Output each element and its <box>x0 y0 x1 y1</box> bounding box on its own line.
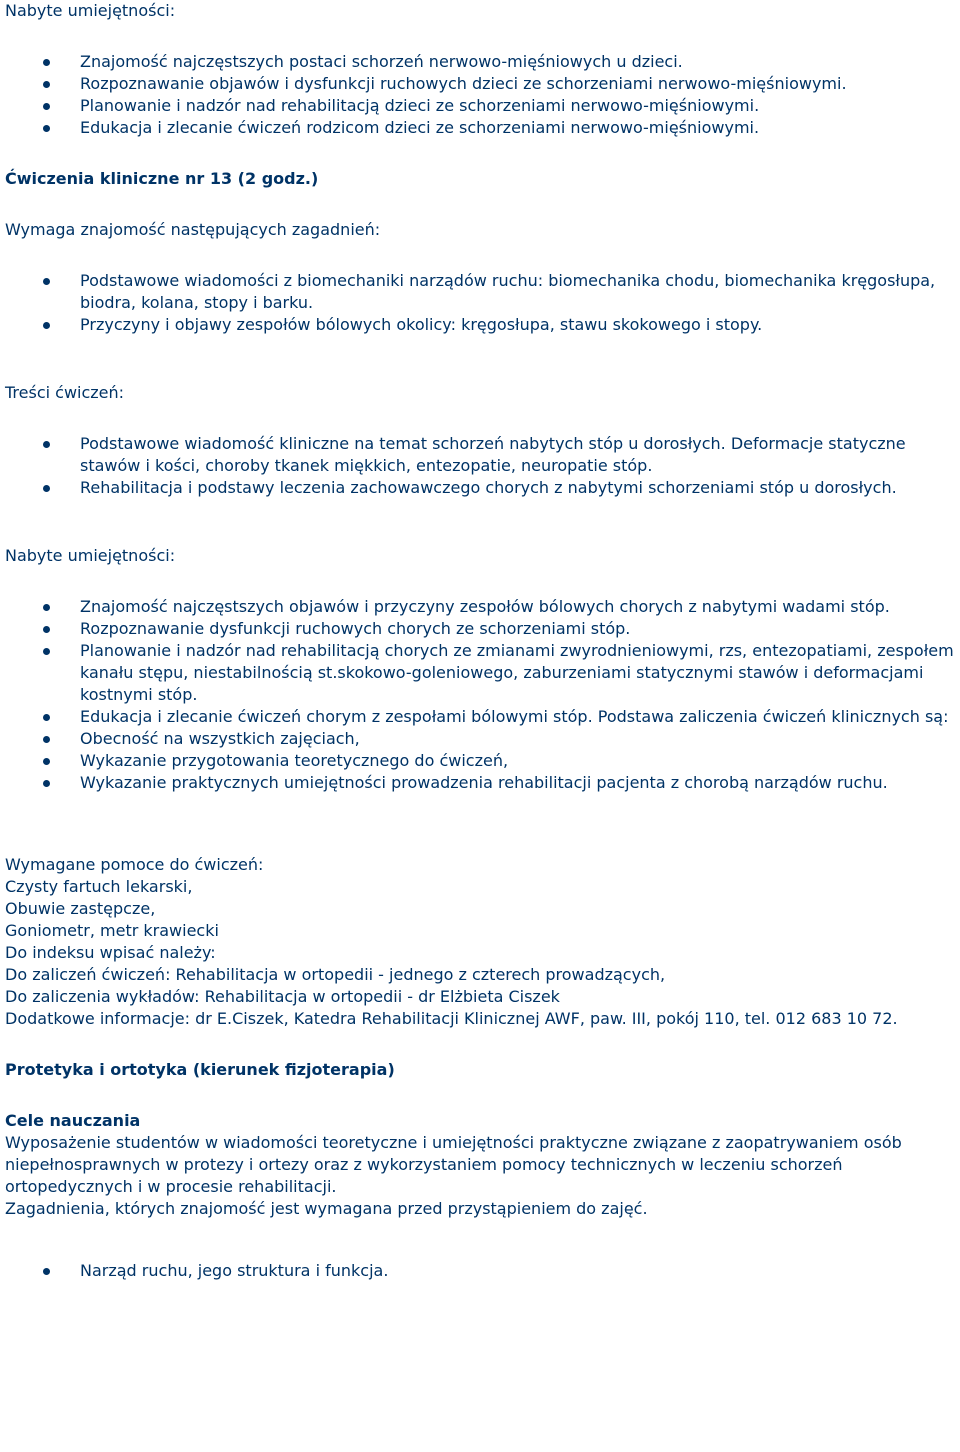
additional-info: Dodatkowe informacje: dr E.Ciszek, Katedra Rehabilitacji Klinicznej AWF, paw. III, pokój 110, tel. 012 683 10 72. <box>5 1009 898 1028</box>
aids-line: Czysty fartuch lekarski, <box>5 877 193 896</box>
topics-intro: Zagadnienia, których znajomość jest wymagana przed przystąpieniem do zajęć. <box>5 1199 648 1218</box>
goals-text: Wyposażenie studentów w wiadomości teoretyczne i umiejętności praktyczne związane z zaopatrywaniem osób niepełnosprawnych w protezy i ortezy oraz z wykorzystaniem pomocy technicznych w leczeniu schorzeń ortopedycznych i w procesie rehabilitacji. <box>5 1133 902 1196</box>
list-item: Obecność na wszystkich zajęciach, <box>5 728 954 750</box>
skills-list <box>5 51 954 139</box>
aids-line: Do zaliczenia wykładów: Rehabilitacja w ortopedii - dr Elżbieta Ciszek <box>5 987 560 1006</box>
content-heading: Treści ćwiczeń: <box>5 383 125 402</box>
list-item: Rozpoznawanie dysfunkcji ruchowych chorych ze schorzeniami stóp. <box>5 618 954 640</box>
requirements-list <box>5 270 954 336</box>
list-item: Edukacja i zlecanie ćwiczeń chorym z zespołami bólowymi stóp. Podstawa zaliczenia ćwiczeń klinicznych są: <box>5 706 954 728</box>
aids-line: Goniometr, metr krawiecki <box>5 921 219 940</box>
list-item: Podstawowe wiadomości z biomechaniki narządów ruchu: biomechanika chodu, biomechanika kręgosłupa, biodra, kolana, stopy i barku. <box>5 270 954 314</box>
list-item: Rozpoznawanie objawów i dysfunkcji ruchowych dzieci ze schorzeniami nerwowo-mięśniowymi. <box>5 73 954 95</box>
aids-line: Do zaliczeń ćwiczeń: Rehabilitacja w ortopedii - jednego z czterech prowadzących, <box>5 965 666 984</box>
list-item: Znajomość najczęstszych postaci schorzeń nerwowo-mięśniowych u dzieci. <box>5 51 954 73</box>
skills-list-2 <box>5 596 954 794</box>
list-item: Edukacja i zlecanie ćwiczeń rodzicom dzieci ze schorzeniami nerwowo-mięśniowymi. <box>5 117 954 139</box>
content-list <box>5 433 954 499</box>
aids-line: Obuwie zastępcze, <box>5 899 156 918</box>
topics-list <box>5 1260 954 1282</box>
skills-heading: Nabyte umiejętności: <box>5 546 176 565</box>
list-item: Podstawowe wiadomość kliniczne na temat schorzeń nabytych stóp u dorosłych. Deformacje statyczne stawów i kości, choroby tkanek miękkich, entezopatie, neuropatie stóp. <box>5 433 954 477</box>
prosthetics-title: Protetyka i ortotyka (kierunek fizjoterapia) <box>5 1060 395 1079</box>
list-item: Wykazanie przygotowania teoretycznego do ćwiczeń, <box>5 750 954 772</box>
list-item: Rehabilitacja i podstawy leczenia zachowawczego chorych z nabytymi schorzeniami stóp u dorosłych. <box>5 477 954 499</box>
exercise-title: Ćwiczenia kliniczne nr 13 (2 godz.) <box>5 169 319 188</box>
aids-line: Wymagane pomoce do ćwiczeń: <box>5 855 264 874</box>
requirements-heading: Wymaga znajomość następujących zagadnień: <box>5 220 381 239</box>
list-item: Wykazanie praktycznych umiejętności prowadzenia rehabilitacji pacjenta z chorobą narządów ruchu. <box>5 772 954 794</box>
list-item: Znajomość najczęstszych objawów i przyczyny zespołów bólowych chorych z nabytymi wadami stóp. <box>5 596 954 618</box>
required-aids-block <box>5 854 954 1030</box>
list-item: Narząd ruchu, jego struktura i funkcja. <box>5 1260 954 1282</box>
aids-line: Do indeksu wpisać należy: <box>5 943 216 962</box>
list-item: Planowanie i nadzór nad rehabilitacją chorych ze zmianami zwyrodnieniowymi, rzs, entezopatiami, zespołem kanału stępu, niestabilnością st.skokowo-goleniowego, zaburzeniami statycznymi stawów i deformacjami kostnymi stóp. <box>5 640 954 706</box>
list-item: Planowanie i nadzór nad rehabilitacją dzieci ze schorzeniami nerwowo-mięśniowymi. <box>5 95 954 117</box>
list-item: Przyczyny i objawy zespołów bólowych okolicy: kręgosłupa, stawu skokowego i stopy. <box>5 314 954 336</box>
goals-heading: Cele nauczania <box>5 1111 141 1130</box>
section-heading-skills: Nabyte umiejętności: <box>5 1 176 20</box>
